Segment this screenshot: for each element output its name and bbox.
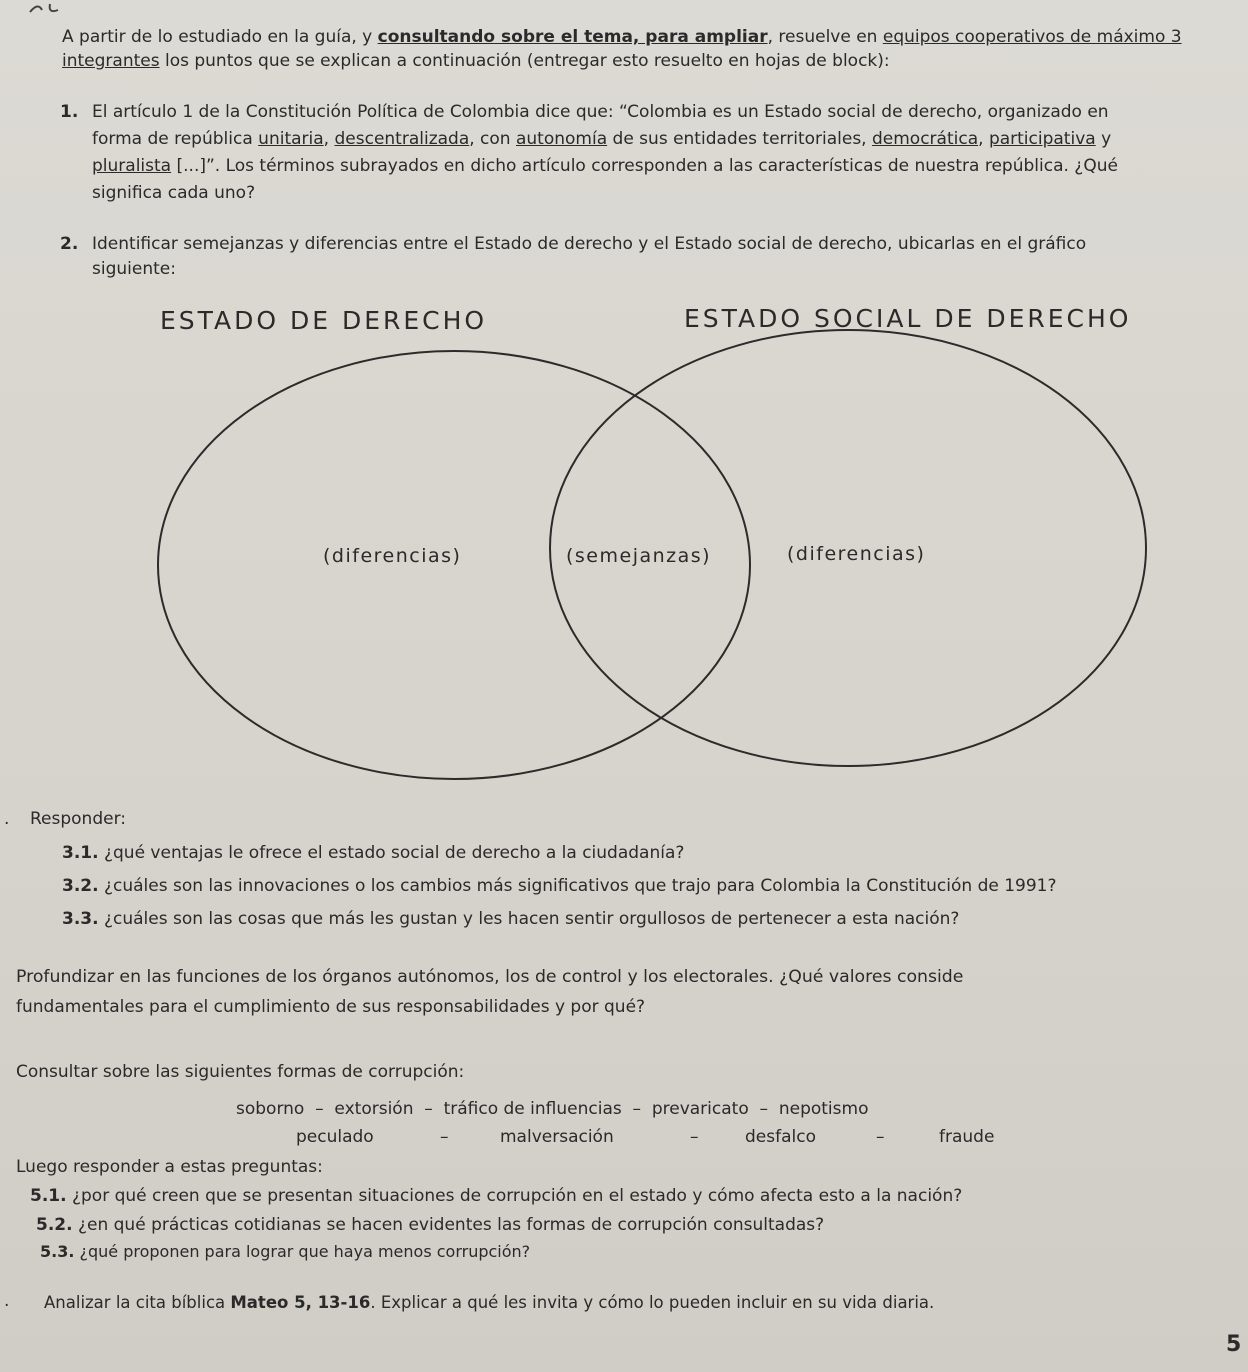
corner-page-mark: 5 xyxy=(1226,1332,1242,1357)
question-6-bullet: . xyxy=(4,1291,10,1311)
term-pluralista: pluralista xyxy=(92,156,172,176)
corruption-form: fraude xyxy=(939,1127,995,1147)
intro-text: , resuelve en xyxy=(767,27,883,47)
item-text: ¿por qué creen que se presentan situaciones de corrupción en el estado y cómo afecta esto a la nación? xyxy=(66,1186,963,1206)
q1-text: [...]”. Los términos subrayados en dicho artículo corresponden a las características de nuestra república. ¿Qué xyxy=(171,156,1118,176)
question-3-bullet: . xyxy=(4,809,10,829)
question-5-2 xyxy=(36,1214,824,1236)
item-number: 5.3. xyxy=(40,1242,75,1261)
corruption-form: malversación xyxy=(500,1127,614,1147)
question-5-after: Luego responder a estas preguntas: xyxy=(16,1157,323,1177)
question-1-number: 1. xyxy=(60,102,79,122)
separator: – xyxy=(690,1127,699,1147)
question-2-line-1: Identificar semejanzas y diferencias entre el Estado de derecho y el Estado social de derecho, ubicarlas en el gráfico xyxy=(92,234,1087,254)
question-3-3 xyxy=(62,908,959,930)
q1-text: y xyxy=(1095,129,1112,149)
separator: – xyxy=(440,1127,449,1147)
question-3-2 xyxy=(62,875,1057,897)
item-number: 3.2. xyxy=(62,876,99,896)
question-1-line-1: El artículo 1 de la Constitución Política de Colombia dice que: “Colombia es un Estado social de derecho, organizado en xyxy=(92,102,1109,122)
item-number: 5.1. xyxy=(30,1186,67,1206)
item-text: ¿cuáles son las innovaciones o los cambios más significativos que trajo para Colombia la Constitución de 1991? xyxy=(98,876,1057,896)
question-2-number: 2. xyxy=(60,234,79,254)
q6-text: Analizar la cita bíblica xyxy=(44,1293,231,1312)
term-descentralizada: descentralizada xyxy=(334,129,470,149)
question-3-1 xyxy=(62,842,684,864)
q1-text: , xyxy=(323,129,335,149)
item-text: ¿qué ventajas le ofrece el estado social de derecho a la ciudadanía? xyxy=(98,843,685,863)
question-5-1 xyxy=(30,1185,962,1207)
term-democratica: democrática xyxy=(872,129,979,149)
term-autonomia: autonomía xyxy=(515,129,608,149)
question-6 xyxy=(44,1292,934,1314)
intro-underlined: equipos cooperativos de máximo 3 xyxy=(882,27,1182,47)
q1-text: forma de república xyxy=(92,129,259,149)
intro-underlined: integrantes xyxy=(62,51,160,71)
q1-text: de sus entidades territoriales, xyxy=(607,129,872,149)
q1-text: , con xyxy=(469,129,516,149)
item-text: ¿cuáles son las cosas que más les gustan y les hacen sentir orgullosos de pertenecer a esta nación? xyxy=(98,909,960,929)
term-participativa: participativa xyxy=(988,129,1096,149)
venn-left-title: ESTADO DE DERECHO xyxy=(160,306,488,335)
question-2-line-2: siguiente: xyxy=(92,259,176,279)
venn-left-label: (diferencias) xyxy=(323,545,462,567)
corruption-form: peculado xyxy=(296,1127,374,1147)
intro-text: A partir de lo estudiado en la guía, y xyxy=(62,27,378,47)
venn-right-title: ESTADO SOCIAL DE DERECHO xyxy=(684,304,1132,333)
question-4-line-2: fundamentales para el cumplimiento de sus responsabilidades y por qué? xyxy=(16,997,646,1017)
item-text: ¿qué proponen para lograr que haya menos corrupción? xyxy=(74,1242,531,1261)
corruption-forms-row-1: soborno – extorsión – tráfico de influencias – prevaricato – nepotismo xyxy=(236,1099,869,1119)
term-unitaria: unitaria xyxy=(258,129,324,149)
item-text: ¿en qué prácticas cotidianas se hacen evidentes las formas de corrupción consultadas? xyxy=(72,1215,825,1235)
question-5-intro: Consultar sobre las siguientes formas de corrupción: xyxy=(16,1062,465,1082)
q1-text: , xyxy=(978,129,989,149)
item-number: 3.3. xyxy=(62,909,99,929)
question-4-line-1: Profundizar en las funciones de los órganos autónomos, los de control y los electorales. ¿Qué valores conside xyxy=(16,967,964,987)
question-3-title: Responder: xyxy=(30,809,126,829)
q6-text: . Explicar a qué les invita y cómo lo pueden incluir en su vida diaria. xyxy=(370,1293,935,1312)
intro-text: los puntos que se explican a continuación (entregar esto resuelto en hojas de block): xyxy=(159,51,890,71)
question-1-line-4: significa cada uno? xyxy=(92,183,256,203)
intro-emphasis: consultando sobre el tema, para ampliar xyxy=(377,27,768,47)
bible-reference: Mateo 5, 13-16 xyxy=(230,1293,371,1312)
venn-right-label: (diferencias) xyxy=(787,543,926,565)
corruption-form: desfalco xyxy=(745,1127,816,1147)
separator: – xyxy=(876,1127,885,1147)
question-5-3 xyxy=(40,1241,530,1263)
item-number: 3.1. xyxy=(62,843,99,863)
item-number: 5.2. xyxy=(36,1215,73,1235)
venn-center-label: (semejanzas) xyxy=(566,545,712,567)
